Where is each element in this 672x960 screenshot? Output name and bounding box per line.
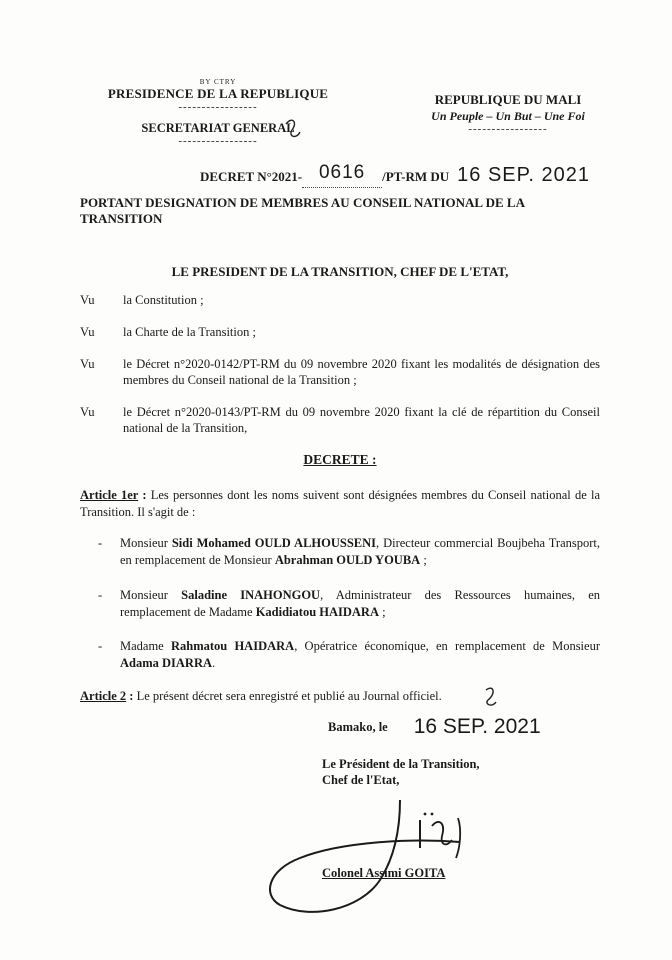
member-name: Rahmatou HAIDARA — [170, 639, 295, 653]
vu-text: la Charte de la Transition ; — [123, 325, 256, 339]
article-2 — [80, 688, 600, 705]
vu-item — [80, 324, 600, 340]
member-text: Monsieur Saladine INAHONGOU, Administrateur des Ressources humaines, en remplacement de Madame Kadidiatou HAIDARA ; — [120, 588, 601, 619]
article-1 — [80, 487, 600, 521]
decrete-heading — [80, 452, 600, 468]
vu-text: la Constitution ; — [123, 293, 204, 307]
article-2-label: Article 2 — [80, 689, 127, 703]
replaced-name: Abrahman OULD YOUBA — [274, 553, 421, 567]
signature-place: Bamako, le — [328, 720, 388, 734]
decree-number: 0616 — [318, 162, 366, 183]
president-heading: LE PRESIDENT DE LA TRANSITION, CHEF DE L'ETAT, — [171, 264, 509, 279]
bullet-dash: - — [98, 588, 103, 602]
decrete-label: DECRETE : — [303, 452, 377, 467]
member-item — [98, 587, 600, 621]
vu-label: Vu — [80, 357, 95, 371]
replaced-name: Kadidiatou HAIDARA — [255, 605, 379, 619]
member-text: Monsieur Sidi Mohamed OULD ALHOUSSENI, Directeur commercial Boujbeha Transport, en remplacement de Monsieur Abrahman OULD YOUBA ; — [120, 536, 600, 567]
issuer-stamp-text: BY CTRY — [199, 78, 237, 86]
member-name: Saladine INAHONGOU — [181, 588, 321, 602]
vu-item — [80, 356, 600, 388]
decree-date: 16 SEP. 2021 — [457, 164, 591, 186]
replaced-name: Adama DIARRA — [120, 656, 213, 670]
signature-date: 16 SEP. 2021 — [413, 715, 541, 738]
article-1-label: Article 1er — [80, 488, 139, 502]
vu-item — [80, 292, 600, 308]
member-name: Sidi Mohamed OULD ALHOUSSENI — [171, 536, 377, 550]
country-motto: Un Peuple – Un But – Une Foi — [431, 109, 585, 123]
vu-label: Vu — [80, 405, 95, 419]
vu-label: Vu — [80, 293, 95, 307]
country-divider: ----------------- — [468, 123, 548, 135]
vu-item — [80, 404, 600, 436]
article-1-text: Les personnes dont les noms suivent sont désignées membres du Conseil national de la Transition. Il s'agit de : — [80, 488, 600, 519]
country-name: REPUBLIQUE DU MALI — [434, 92, 582, 107]
country-block — [408, 92, 608, 134]
decree-number-line — [200, 164, 620, 188]
article-1-colon: : — [138, 488, 147, 502]
decree-object: PORTANT DESIGNATION DE MEMBRES AU CONSEIL NATIONAL DE LA TRANSITION — [80, 195, 525, 226]
article-2-colon: : — [126, 689, 134, 703]
issuer-divider-1: ----------------- — [178, 101, 258, 113]
vu-label: Vu — [80, 325, 95, 339]
bullet-dash: - — [98, 639, 103, 653]
bullet-dash: - — [98, 536, 103, 550]
decree-prefix: DECRET N°2021- — [200, 169, 303, 184]
vu-text: le Décret n°2020-0142/PT-RM du 09 novembre 2020 fixant les modalités de désignation des membres du Conseil national de la Transition ; — [123, 357, 600, 387]
signatory-name: Colonel Assimi GOITA — [322, 866, 446, 880]
signatory-title-line-2: Chef de l'Etat, — [322, 773, 400, 787]
member-item — [98, 535, 600, 569]
signatory-title — [322, 756, 480, 788]
member-item — [98, 638, 600, 672]
issuer-divider-2: ----------------- — [178, 135, 258, 147]
article-2-text: Le présent décret sera enregistré et publié au Journal officiel. — [133, 689, 442, 703]
signatory-title-line-1: Le Président de la Transition, — [322, 757, 480, 771]
vu-text: le Décret n°2020-0143/PT-RM du 09 novembre 2020 fixant la clé de répartition du Conseil national de la Transition, — [123, 405, 600, 435]
signature-date-line — [328, 713, 541, 737]
decree-suffix: /PT-RM DU — [382, 169, 450, 184]
issuer-block — [98, 78, 338, 146]
issuer-presidency: PRESIDENCE DE LA REPUBLIQUE — [107, 86, 329, 101]
issuer-secretariat: SECRETARIAT GENERAL — [141, 121, 295, 135]
member-text: Madame Rahmatou HAIDARA, Opératrice économique, en remplacement de Monsieur Adama DIARRA. — [120, 639, 600, 670]
